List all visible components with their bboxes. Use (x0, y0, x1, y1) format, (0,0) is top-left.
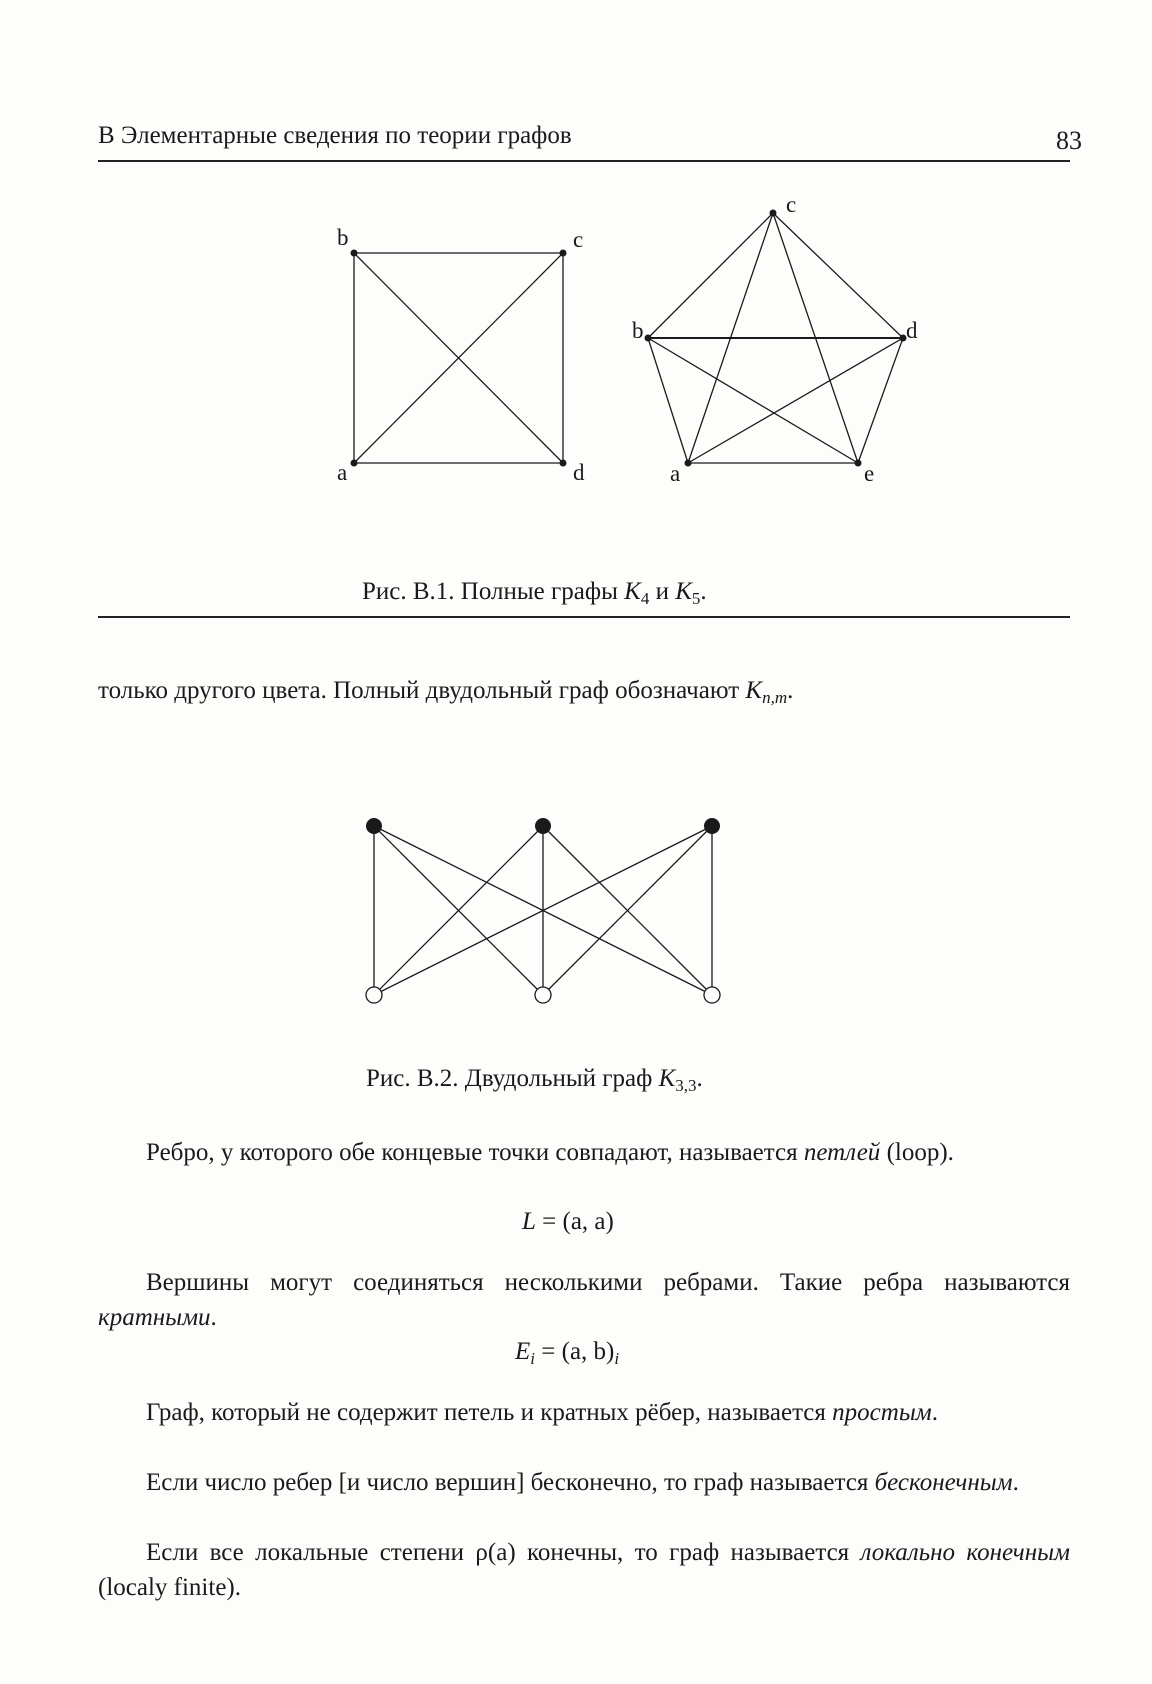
paragraph-locally-finite: Если все локальные степени ρ(a) конечны, то граф называется локально конечным (localy finite). (98, 1539, 1070, 1601)
k4-vertex-d (560, 460, 567, 467)
k5-vertex-c (770, 210, 777, 217)
k4-label-b: b (337, 225, 349, 250)
k4-label-d: d (573, 460, 585, 485)
k5-edge-cb (648, 213, 773, 338)
paragraph-multiple-edges: Вершины могут соединяться несколькими ребрами. Такие ребра называются кратными. (98, 1269, 1070, 1331)
k5-label-c: c (786, 192, 797, 217)
body-line-bipartite: только другого цвета. Полный двудольный граф обозначают $K_{n,m}$. (98, 677, 794, 707)
figure2-caption: Рис. В.2. Двудольный граф $K_{3,3}$. (366, 1065, 703, 1095)
k5-edge-ba (648, 338, 688, 463)
k33-vertex-top-3 (704, 818, 720, 834)
k33-vertex-bottom-3 (704, 987, 720, 1003)
k33-vertex-bottom-1 (366, 987, 382, 1003)
graph-k4 (337, 225, 585, 485)
running-header-title: В Элементарные сведения по теории графов (98, 122, 572, 149)
k4-vertex-b (351, 250, 358, 257)
k5-edge-da (688, 338, 903, 463)
formula-multiple-edges: $E_i = (a$, $b)_i$ (515, 1338, 620, 1368)
figure-complete-graphs (0, 0, 1152, 520)
k5-label-d: d (906, 318, 918, 343)
k4-vertex-a (351, 460, 358, 467)
page-number: 83 (1056, 126, 1082, 155)
k5-edge-be (648, 338, 858, 463)
k4-label-a: a (337, 460, 348, 485)
k33-vertex-bottom-2 (535, 987, 551, 1003)
figure-bipartite-graph (0, 780, 1152, 1020)
k5-vertex-e (855, 460, 862, 467)
graph-k5 (632, 192, 918, 486)
k5-edge-de (858, 338, 903, 463)
figure1-rule (98, 616, 1070, 618)
formula-loop: L = (a, a) (522, 1208, 614, 1235)
k4-label-c: c (573, 227, 584, 252)
k5-label-b: b (632, 318, 644, 343)
k5-vertex-a (685, 460, 692, 467)
k5-label-a: a (670, 461, 681, 486)
graph-k33 (366, 818, 720, 1003)
paragraph-simple-graph: Граф, который не содержит петель и кратных рёбер, называется простым. (146, 1399, 938, 1426)
k5-edge-cd (773, 213, 903, 338)
k4-vertex-c (560, 250, 567, 257)
paragraph-loop: Ребро, у которого обе концевые точки совпадают, называется петлей (loop). (146, 1139, 954, 1166)
paragraph-infinite-graph: Если число ребер [и число вершин] бесконечно, то граф называется бесконечным. (146, 1469, 1019, 1496)
k33-vertex-top-1 (366, 818, 382, 834)
k33-vertex-top-2 (535, 818, 551, 834)
k5-label-e: e (864, 461, 875, 486)
k5-vertex-b (645, 335, 652, 342)
figure1-caption: Рис. В.1. Полные графы $K_4$ и $K_5$. (362, 578, 707, 608)
